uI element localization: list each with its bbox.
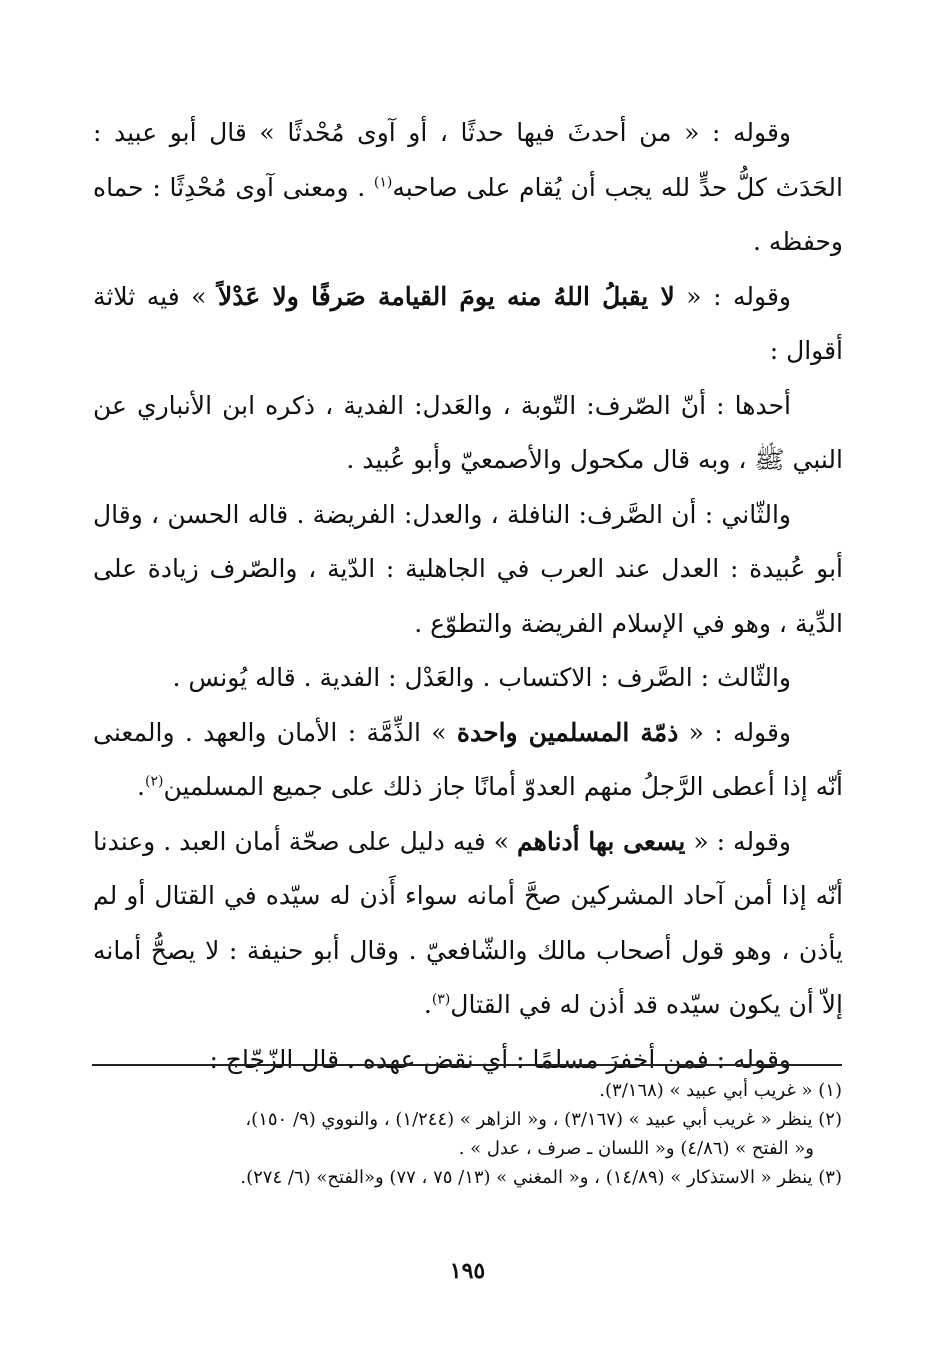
paragraph-2-start: وقوله : « [674,281,791,311]
hadith-quote-2: ذمّة المسلمين واحدة [456,717,679,747]
paragraph-6-tail: . [137,772,145,801]
paragraph-1-text: وقوله : « من أحدثَ فيها حدثًا ، أو آوى مُحْدثًا » قال أبو عبيد : الحَدَث كلُّ حدٍّ لله يجب أن يُقام على صاحبه [93,118,843,202]
footnote-2-continued: و« الفتح » (٤/٨٦) و« اللسان ـ صرف ، عدل » . [458,1138,814,1159]
paragraph-1 [93,106,843,270]
paragraph-8: وقوله : فمن أخفرَ مسلمًا : أي نقض عهده . قال الزّجّاج : [209,1044,791,1074]
footnote-ref-3[interactable]: (٣) [431,991,451,1008]
paragraph-4: والثّاني : أن الصَّرف: النافلة ، والعدل: الفريضة . قاله الحسن ، وقال أبو عُبيدة : العدل عند العرب في الجاهلية : الدّية ، والصّرف زيادة على الدِّية ، وهو في الإسلام الفريضة والتطوّع . [93,499,843,638]
paragraph-7-start: وقوله : « [685,826,792,856]
paragraph-2-end: » فيه ثلاثة أقوال : [93,281,843,365]
page-number: ١٩٥ [449,1258,486,1284]
paragraph-6 [93,706,843,815]
paragraph-1-end: . ومعنى آوى مُحْدِثًا : حماه وحفظه . [93,172,843,256]
main-text [93,106,843,1087]
footnote-ref-2[interactable]: (٢) [145,773,164,790]
hadith-quote-1: لا يقبلُ اللهُ منه يومَ القيامة صَرفًا ولا عَدْلاً [217,281,675,311]
paragraph-3: أحدها : أنّ الصّرف: التّوبة ، والعَدل: الفدية ، ذكره ابن الأنباري عن النبي ﷺ ، وبه قال مكحول والأصمعيّ وأبو عُبيد . [93,390,843,474]
paragraph-6-start: وقوله : « [678,717,791,747]
paragraph-7-tail: . [423,990,432,1019]
paragraph-5: والثّالث : الصَّرف : الاكتساب . والعَدْل : الفدية . قاله يُونس . [172,663,791,692]
hadith-quote-3: يسعى بها أدناهم [517,826,686,856]
paragraph-7 [93,815,843,1033]
footnote-1: (١) « غريب أبي عبيد » (٣/١٦٨). [599,1080,842,1101]
footnotes-section [92,1076,842,1192]
paragraph-7-end: » فيه دليل على صحّة أمان العبد . وعندنا أنّه إذا أمن آحاد المشركين صحَّ أمانه سواء أَذن له سيّده في القتال أو لم يأذن ، وهو قول أصحاب مالك والشّافعيّ . وقال أبو حنيفة : لا يصحُّ أمانه إلاّ أن يكون سيّده قد أذن له في القتال [93,826,843,1019]
footnote-ref-1[interactable]: (١) [373,174,393,191]
footnote-2: (٢) ينظر « غريب أبي عبيد » (٣/١٦٧) ، و« الزاهر » (١/٢٤٤) ، والنووي (٩/ ١٥٠)، [245,1109,842,1130]
footnote-3: (٣) ينظر « الاستذكار » (١٤/٨٩) ، و« المغني » (١٣/ ٧٥ ، ٧٧) و«الفتح» (٦/ ٢٧٤). [240,1167,842,1188]
paragraph-2 [93,270,843,379]
footnote-divider [92,1064,842,1066]
paragraph-6-end: » الذِّمَّة : الأمان والعهد . والمعنى أنّه إذا أعطى الرَّجلُ منهم العدوّ أمانًا جاز ذلك على جميع المسلمين [93,717,843,801]
